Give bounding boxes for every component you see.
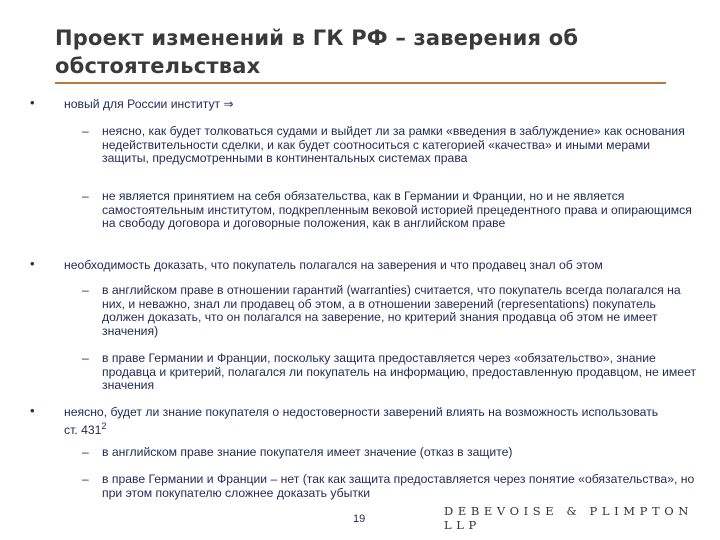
page-number: 19 xyxy=(353,513,366,525)
sub-bullet-marker: – xyxy=(82,472,89,486)
slide-title: Проект изменений в ГК РФ – заверения об обстоятельствах xyxy=(55,26,579,78)
bullet-text-content: неясно, будет ли знание покупателя о недостоверности заверений влиять на возможность использовать ст. 431 xyxy=(64,405,659,438)
bullet-text: необходимость доказать, что покупатель полагался на заверения и что продавец знал об этом xyxy=(64,258,603,272)
bullet-text xyxy=(64,97,694,111)
sub-bullet-marker: – xyxy=(82,283,89,297)
sub-bullet-text: в английском праве знание покупателя имеет значение (отказ в защите) xyxy=(102,445,513,459)
sub-bullet-text: не является принятием на себя обязательства, как в Германии и Франции, но и не является самостоятельным институтом, подкрепленным вековой историей прецедентного права и опирающимся на свободу договора и договорные положения, как в английском праве xyxy=(102,189,692,231)
sub-bullet-text: неясно, как будет толковаться судами и выйдет ли за рамки «введения в заблуждение» как основания недействительности сделки, и как будет соотноситься с категорией «качества» и иными мерами защиты, предусмотренными в континентальных системах права xyxy=(102,124,685,166)
bullet-marker: • xyxy=(30,256,35,271)
sub-bullet-text: в праве Германии и Франции, поскольку защита предоставляется через «обязательство», знание продавца и критерий, полагался ли покупатель на информацию, предоставленную продавцом, не имеет значения xyxy=(102,351,697,393)
bullet-text xyxy=(64,405,664,437)
firm-logo-text: DEBEVOISE & PLIMPTON LLP xyxy=(444,504,693,532)
bullet-marker: • xyxy=(30,403,35,418)
sub-bullet-marker: – xyxy=(82,445,89,459)
sub-bullet-text: в праве Германии и Франции – нет (так как защита предоставляется через понятие «обязательства», но при этом покупателю сложнее доказать убытки xyxy=(102,472,695,500)
bullet-marker: • xyxy=(30,95,35,110)
sub-bullet-marker: – xyxy=(82,189,89,203)
sub-bullet-marker: – xyxy=(82,124,89,138)
implies-arrow-icon: ⇒ xyxy=(223,97,234,111)
sub-bullet-text: в английском праве в отношении гарантий (warranties) считается, что покупатель всегда полагался на них, и неважно, знал ли продавец об этом, а в отношении заверений (representations) покупатель должен доказать, что он полагался на заверение, но критерий знания продавца об этом не имеет значения) xyxy=(102,283,681,338)
bullet-text-content: новый для России институт xyxy=(64,97,221,111)
superscript: 2 xyxy=(101,421,107,431)
sub-bullet-marker: – xyxy=(82,351,89,365)
title-divider xyxy=(55,82,666,84)
